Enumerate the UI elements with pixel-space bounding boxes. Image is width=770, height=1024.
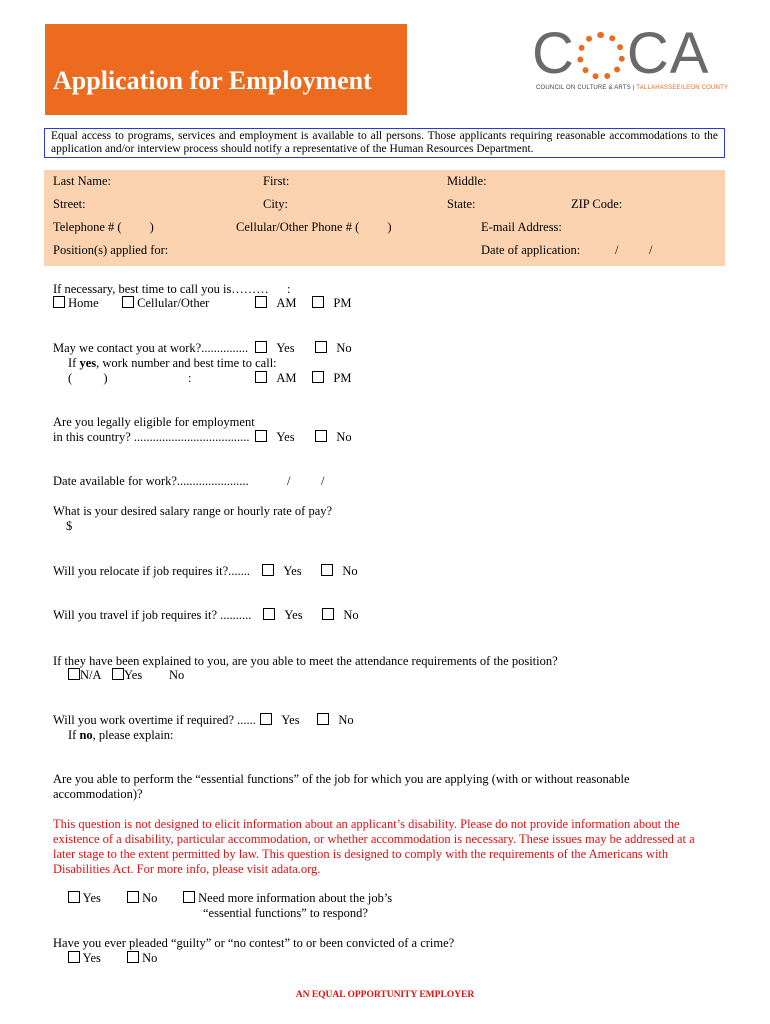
date-separator: / bbox=[649, 243, 653, 257]
na-checkbox[interactable] bbox=[68, 668, 80, 680]
eligible-question-cont: in this country? ..................................... bbox=[53, 430, 250, 444]
time-colon: : bbox=[287, 282, 291, 296]
logo-letter-c: C bbox=[532, 21, 575, 86]
date-available-field[interactable]: Date available for work?....................... bbox=[53, 474, 249, 488]
pm-checkbox[interactable] bbox=[312, 371, 324, 383]
zip-field[interactable]: ZIP Code: bbox=[571, 197, 623, 211]
pm-option[interactable]: PM bbox=[312, 296, 351, 311]
overtime-no[interactable]: No bbox=[317, 713, 354, 728]
contact-work-yes[interactable]: Yes bbox=[255, 341, 295, 356]
email-field[interactable]: E-mail Address: bbox=[481, 220, 562, 234]
travel-no[interactable]: No bbox=[322, 608, 359, 623]
home-option[interactable]: Home bbox=[53, 296, 99, 311]
no-checkbox[interactable] bbox=[315, 430, 327, 442]
travel-question: Will you travel if job requires it? .......... bbox=[53, 608, 252, 622]
crime-question: Have you ever pleaded “guilty” or “no contest” to or been convicted of a crime? bbox=[53, 936, 455, 950]
yes-checkbox[interactable] bbox=[255, 341, 267, 353]
yes-checkbox[interactable] bbox=[262, 564, 274, 576]
relocate-no[interactable]: No bbox=[321, 564, 358, 579]
date-separator: / bbox=[615, 243, 619, 257]
yes-checkbox[interactable] bbox=[68, 891, 80, 903]
logo-letters-ca: CA bbox=[626, 21, 710, 86]
home-checkbox[interactable] bbox=[53, 296, 65, 308]
date-separator: / bbox=[287, 474, 291, 488]
crime-no[interactable]: No bbox=[127, 951, 157, 966]
no-checkbox[interactable] bbox=[317, 713, 329, 725]
relocate-question: Will you relocate if job requires it?....... bbox=[53, 564, 251, 578]
no-checkbox[interactable] bbox=[321, 564, 333, 576]
am-checkbox[interactable] bbox=[255, 371, 267, 383]
contact-work-question: May we contact you at work?............... bbox=[53, 341, 249, 355]
work-number-prompt: If yes, work number and best time to call: bbox=[68, 356, 277, 370]
essential-yes[interactable]: Yes bbox=[68, 891, 101, 906]
work-pm-option[interactable]: PM bbox=[312, 371, 351, 386]
work-phone-field[interactable]: ( ) bbox=[68, 371, 108, 385]
middle-name-field[interactable]: Middle: bbox=[447, 174, 487, 188]
page-title: Application for Employment bbox=[53, 66, 372, 95]
cellular-phone-field[interactable]: Cellular/Other Phone # ( ) bbox=[236, 220, 392, 234]
more-info-checkbox[interactable] bbox=[183, 891, 195, 903]
yes-checkbox[interactable] bbox=[263, 608, 275, 620]
city-field[interactable]: City: bbox=[263, 197, 289, 211]
am-option[interactable]: AM bbox=[255, 296, 297, 311]
yes-checkbox[interactable] bbox=[260, 713, 272, 725]
yes-checkbox[interactable] bbox=[255, 430, 267, 442]
eligible-question: Are you legally eligible for employment bbox=[53, 415, 255, 429]
attendance-no[interactable]: No bbox=[169, 668, 185, 682]
overtime-question: Will you work overtime if required? ...... bbox=[53, 713, 256, 727]
eligible-yes[interactable]: Yes bbox=[255, 430, 295, 445]
attendance-question: If they have been explained to you, are you able to meet the attendance requirements of the position? bbox=[53, 654, 558, 668]
overtime-explain[interactable]: If no, please explain: bbox=[68, 728, 174, 742]
position-applied-field[interactable]: Position(s) applied for: bbox=[53, 243, 169, 257]
crime-yes[interactable]: Yes bbox=[68, 951, 101, 966]
title-banner bbox=[45, 24, 407, 115]
yes-checkbox[interactable] bbox=[112, 668, 124, 680]
street-field[interactable]: Street: bbox=[53, 197, 86, 211]
essential-more-info[interactable]: Need more information about the job’s bbox=[183, 891, 392, 906]
pm-checkbox[interactable] bbox=[312, 296, 324, 308]
essential-no[interactable]: No bbox=[127, 891, 157, 906]
date-separator: / bbox=[321, 474, 325, 488]
no-checkbox[interactable] bbox=[322, 608, 334, 620]
call-time-question: If necessary, best time to call you is……… bbox=[53, 282, 269, 296]
salary-field[interactable]: $ bbox=[66, 519, 73, 533]
state-field[interactable]: State: bbox=[447, 197, 476, 211]
eligible-no[interactable]: No bbox=[315, 430, 352, 445]
equal-opportunity-footer: AN EQUAL OPPORTUNITY EMPLOYER bbox=[295, 990, 475, 1000]
overtime-yes[interactable]: Yes bbox=[260, 713, 300, 728]
essential-more-info-cont: “essential functions” to respond? bbox=[203, 906, 368, 920]
relocate-yes[interactable]: Yes bbox=[262, 564, 302, 579]
attendance-na[interactable]: N/A bbox=[68, 668, 102, 683]
essential-question-cont: accommodation)? bbox=[53, 787, 143, 801]
yes-checkbox[interactable] bbox=[68, 951, 80, 963]
disclaimer-line: later stage to the extent permitted by law. This question is designed to comply with the requirements of the Americans with bbox=[53, 847, 669, 861]
essential-question: Are you able to perform the “essential functions” of the job for which you are applying (with or without reasonable bbox=[53, 772, 630, 786]
disclaimer-line: This question is not designed to elicit information about an applicant’s disability. Please do not provide information about the bbox=[53, 817, 680, 831]
coca-logo bbox=[532, 21, 729, 96]
no-checkbox[interactable] bbox=[127, 951, 139, 963]
attendance-yes[interactable]: Yes bbox=[112, 668, 142, 683]
am-checkbox[interactable] bbox=[255, 296, 267, 308]
no-checkbox[interactable] bbox=[127, 891, 139, 903]
cellular-checkbox[interactable] bbox=[122, 296, 134, 308]
salary-question: What is your desired salary range or hourly rate of pay? bbox=[53, 504, 333, 518]
contact-work-no[interactable]: No bbox=[315, 341, 352, 356]
last-name-field[interactable]: Last Name: bbox=[53, 174, 111, 188]
work-am-option[interactable]: AM bbox=[255, 371, 297, 386]
travel-yes[interactable]: Yes bbox=[263, 608, 303, 623]
cellular-option[interactable]: Cellular/Other bbox=[122, 296, 209, 311]
logo-ring-icon bbox=[577, 32, 625, 80]
time-colon: : bbox=[188, 371, 192, 385]
first-name-field[interactable]: First: bbox=[263, 174, 290, 188]
disclaimer-line: existence of a disability, particular accommodation, or whether accommodation is necessary. These issues may be addressed at a bbox=[53, 832, 695, 846]
telephone-field[interactable]: Telephone # ( ) bbox=[53, 220, 154, 234]
equal-access-notice: Equal access to programs, services and employment is available to all persons. Those applicants requiring reasonable accommodations to the application and/or interview process should notify a representative of the Human Resources Department. bbox=[44, 128, 725, 158]
logo-subtitle: COUNCIL ON CULTURE & ARTS | TALLAHASSEE/LEON COUNTY bbox=[536, 85, 729, 91]
no-checkbox[interactable] bbox=[315, 341, 327, 353]
date-of-application-field[interactable]: Date of application: bbox=[481, 243, 581, 257]
disclaimer-line: Disabilities Act. For more info, please visit adata.org. bbox=[53, 862, 321, 876]
